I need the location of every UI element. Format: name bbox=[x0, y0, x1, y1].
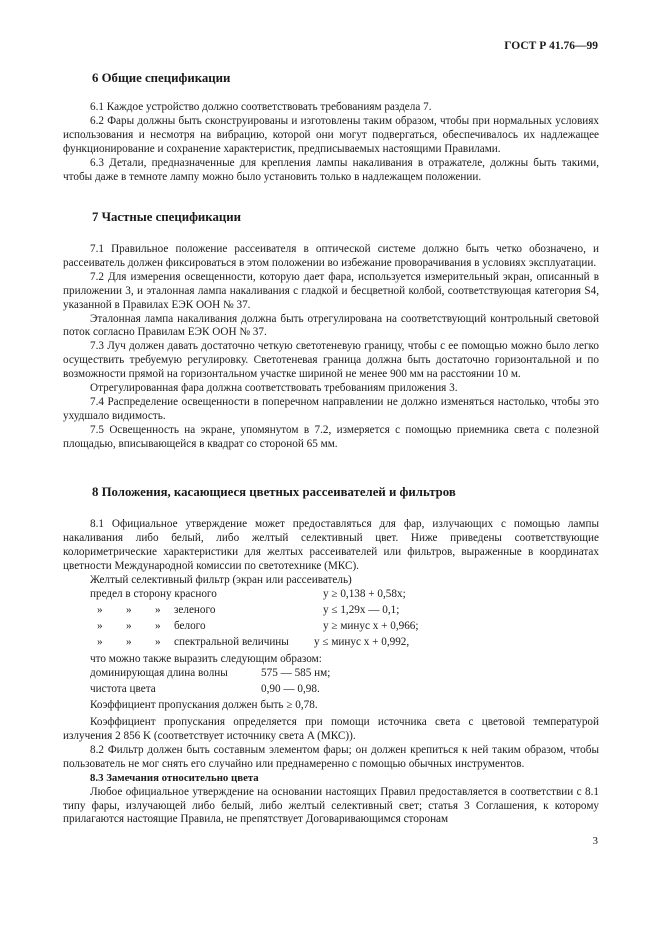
ditto-mark: » bbox=[155, 620, 161, 633]
section-7-title: 7 Частные спецификации bbox=[92, 210, 242, 224]
paragraph-8-2: 8.2 Фильтр должен быть составным элементом фары; он должен крепиться к ней таким образом, чтобы пользователь не мог снять его случайно или преднамеренно с помощью обычных инструментов. bbox=[63, 743, 599, 770]
wavelength-row bbox=[63, 667, 599, 683]
limit-row bbox=[63, 620, 599, 636]
wavelength-label: доминирующая длина волны bbox=[90, 666, 228, 679]
paragraph-8-3: Любое официальное утверждение на основании настоящих Правил предоставляется в соответствии с 8.1 типу фары, излучающей либо белый, либо желтый селективный свет; статья 3 Соглашения, к которому прилагаются настоящие Правила, не препятствует Договаривающимся сторонам bbox=[63, 785, 599, 826]
paragraph-6-2: 6.2 Фары должны быть сконструированы и изготовлены таким образом, чтобы при нормальных условиях использования и несмотря на вибрацию, которой они могут подвергаться, обеспечивалось их надлежащее функционирование и сохранение характеристик, предписываемых настоящими Правилами. bbox=[63, 114, 599, 155]
transmission-method: Коэффициент пропускания определяется при помощи источника света с цветовой температурой излучения 2 856 K (соответствует источнику света A (МКС)). bbox=[63, 716, 599, 743]
ditto-mark: » bbox=[155, 603, 161, 616]
limit-row bbox=[63, 588, 599, 604]
limit-label: белого bbox=[174, 620, 206, 633]
ditto-mark: » bbox=[97, 636, 103, 649]
limit-row bbox=[63, 604, 599, 620]
ditto-mark: » bbox=[126, 620, 132, 633]
also-expressed-text: что можно также выразить следующим образом: bbox=[90, 652, 322, 665]
purity-value: 0,90 — 0,98. bbox=[261, 682, 320, 695]
limit-formula: y ≤ минус x + 0,992, bbox=[314, 636, 410, 649]
ditto-mark: » bbox=[155, 636, 161, 649]
limit-formula: y ≤ 1,29x — 0,1; bbox=[323, 603, 400, 616]
limit-formula: y ≥ 0,138 + 0,58x; bbox=[323, 587, 406, 600]
paragraph-7-3: 7.3 Луч должен давать достаточно четкую светотеневую границу, чтобы с ее помощью можно было легко осуществить требуемую регулировку. Светотеневая граница должна быть достаточно горизонтальной и по возможности прямой на горизонтальном участке шириной не менее 900 мм на расстоянии 10 м. bbox=[63, 340, 599, 381]
paragraph-7-2-note: Эталонная лампа накаливания должна быть отрегулирована на соответствующий контрольный световой поток согласно Правилам ЕЭК ООН № 37. bbox=[63, 312, 599, 339]
paragraph-6-1: 6.1 Каждое устройство должно соответствовать требованиям раздела 7. bbox=[90, 101, 432, 113]
ditto-mark: » bbox=[97, 620, 103, 633]
paragraph-8-1: 8.1 Официальное утверждение может предоставляться для фар, излучающих с помощью лампы накаливания либо белый, либо желтый селективный цвет. Ниже приведены соответствующие колориметрические характеристики для желтых рассеивателей или фильтров, выраженные в координатах цветности Международной комиссии по светотехнике (МКС). bbox=[63, 518, 599, 572]
paragraph-7-5: 7.5 Освещенность на экране, упомянутом в 7.2, измеряется с помощью приемника света с полезной площадью, вписывающейся в квадрат со стороной 65 мм. bbox=[63, 423, 599, 450]
transmission-requirement: Коэффициент пропускания должен быть ≥ 0,78. bbox=[90, 699, 318, 712]
filter-title: Желтый селективный фильтр (экран или рассеиватель) bbox=[90, 573, 352, 586]
document-header: ГОСТ Р 41.76—99 bbox=[504, 40, 598, 52]
purity-label: чистота цвета bbox=[90, 682, 156, 695]
limit-row bbox=[63, 636, 599, 652]
ditto-mark: » bbox=[126, 603, 132, 616]
subsection-8-3-title: 8.3 Замечания относительно цвета bbox=[90, 771, 259, 784]
section-7-body bbox=[63, 243, 599, 452]
limit-label: зеленого bbox=[174, 603, 216, 616]
limit-label: предел в сторону красного bbox=[90, 587, 217, 600]
limit-formula: y ≥ минус x + 0,966; bbox=[323, 620, 419, 633]
ditto-mark: » bbox=[97, 603, 103, 616]
section-8-body bbox=[63, 518, 599, 827]
paragraph-7-3-note: Отрегулированная фара должна соответствовать требованиям приложения 3. bbox=[90, 382, 458, 395]
section-6-title: 6 Общие спецификации bbox=[92, 71, 231, 85]
paragraph-6-3: 6.3 Детали, предназначенные для крепления лампы накаливания в отражателе, должны быть такими, чтобы даже в темноте лампу можно было установить только в надлежащем положении. bbox=[63, 156, 599, 183]
chromaticity-limits bbox=[63, 588, 599, 653]
wavelength-value: 575 — 585 нм; bbox=[261, 666, 331, 679]
purity-row bbox=[63, 683, 599, 699]
ditto-mark: » bbox=[126, 636, 132, 649]
page-number: 3 bbox=[592, 835, 598, 847]
paragraph-7-2: 7.2 Для измерения освещенности, которую дает фара, используется измерительный экран, описанный в приложении 3, и эталонная лампа накаливания с гладкой и бесцветной колбой, соответствующая категория S4, указанной в Правилах ЕЭК ООН № 37. bbox=[63, 270, 599, 311]
section-8-title: 8 Положения, касающиеся цветных рассеивателей и фильтров bbox=[92, 485, 456, 499]
limit-label: спектральной величины bbox=[174, 636, 289, 649]
paragraph-7-4: 7.4 Распределение освещенности в поперечном направлении не должно изменяться настолько, чтобы это ухудшало видимость. bbox=[63, 395, 599, 422]
section-6-body bbox=[63, 101, 599, 184]
paragraph-7-1: 7.1 Правильное положение рассеивателя в оптической системе должно быть четко обозначено, и рассеиватель должен фиксироваться в этом положении во избежание проворачивания в условиях эксплуатации. bbox=[63, 243, 599, 269]
